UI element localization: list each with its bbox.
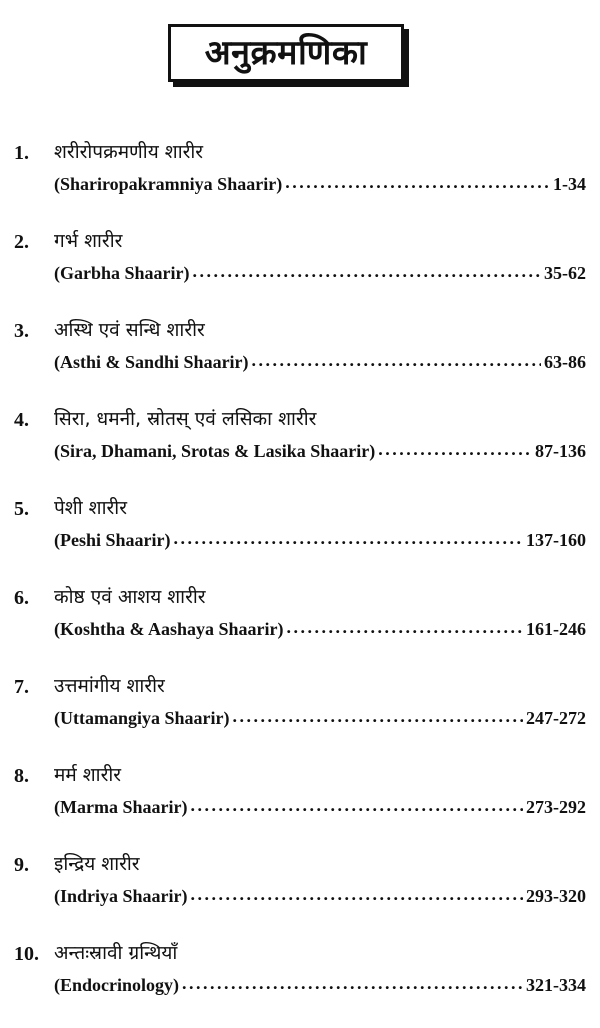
entry-hindi-title: अस्थि एवं सन्धि शारीर xyxy=(54,319,205,341)
entry-page-range: 273-292 xyxy=(526,797,586,817)
entry-number: 8. xyxy=(14,765,29,787)
toc-entry xyxy=(0,583,600,672)
toc-entry xyxy=(0,761,600,850)
entry-page-range: 161-246 xyxy=(526,619,586,639)
dot-leader xyxy=(190,795,523,816)
dot-leader xyxy=(252,350,541,371)
entry-page-range: 87-136 xyxy=(535,441,586,461)
toc-entry xyxy=(0,227,600,316)
entry-english-line xyxy=(54,708,586,729)
entry-english-line xyxy=(54,886,586,907)
toc-entry xyxy=(0,850,600,939)
page-title: अनुक्रमणिका xyxy=(204,33,368,73)
entry-page-range: 293-320 xyxy=(526,886,586,906)
entry-english-line xyxy=(54,797,586,818)
entry-hindi-title: पेशी शारीर xyxy=(54,497,127,519)
entry-english-title: (Uttamangiya Shaarir) xyxy=(54,708,230,728)
toc-entry xyxy=(0,939,600,1028)
entry-hindi-title: कोष्ठ एवं आशय शारीर xyxy=(54,586,206,608)
title-box xyxy=(168,24,404,82)
dot-leader xyxy=(378,439,532,460)
entry-page-range: 63-86 xyxy=(544,352,586,372)
entry-page-range: 35-62 xyxy=(544,263,586,283)
entry-hindi-title: शरीरोपक्रमणीय शारीर xyxy=(54,141,204,163)
entry-hindi-title: सिरा, धमनी, स्रोतस् एवं लसिका शारीर xyxy=(54,408,317,430)
dot-leader xyxy=(232,706,523,727)
entry-page-range: 137-160 xyxy=(526,530,586,550)
toc-entry xyxy=(0,138,600,227)
entry-hindi-title: गर्भ शारीर xyxy=(54,230,123,252)
entry-english-line xyxy=(54,352,586,373)
dot-leader xyxy=(182,973,523,994)
toc-list xyxy=(0,138,600,1028)
entry-number: 9. xyxy=(14,854,29,876)
entry-english-title: (Peshi Shaarir) xyxy=(54,530,171,550)
dot-leader xyxy=(285,172,550,193)
entry-number: 3. xyxy=(14,320,29,342)
dot-leader xyxy=(193,261,541,282)
entry-english-line xyxy=(54,263,586,284)
entry-english-line xyxy=(54,619,586,640)
dot-leader xyxy=(174,528,524,549)
entry-number: 10. xyxy=(14,943,39,965)
entry-english-line xyxy=(54,975,586,996)
entry-english-line xyxy=(54,530,586,551)
toc-entry xyxy=(0,405,600,494)
entry-english-title: (Sira, Dhamani, Srotas & Lasika Shaarir) xyxy=(54,441,376,461)
entry-hindi-title: मर्म शारीर xyxy=(54,764,122,786)
toc-entry xyxy=(0,672,600,761)
entry-number: 5. xyxy=(14,498,29,520)
entry-english-title: (Garbha Shaarir) xyxy=(54,263,190,283)
toc-entry xyxy=(0,494,600,583)
entry-english-title: (Indriya Shaarir) xyxy=(54,886,188,906)
entry-hindi-title: उत्तमांगीय शारीर xyxy=(54,675,165,697)
entry-number: 6. xyxy=(14,587,29,609)
entry-english-title: (Shariropakramniya Shaarir) xyxy=(54,174,283,194)
dot-leader xyxy=(191,884,523,905)
entry-english-title: (Asthi & Sandhi Shaarir) xyxy=(54,352,249,372)
entry-english-title: (Marma Shaarir) xyxy=(54,797,188,817)
entry-english-line xyxy=(54,441,586,462)
entry-number: 4. xyxy=(14,409,29,431)
entry-page-range: 247-272 xyxy=(526,708,586,728)
entry-hindi-title: अन्तःस्रावी ग्रन्थियाँ xyxy=(54,942,178,964)
toc-entry xyxy=(0,316,600,405)
entry-english-title: (Endocrinology) xyxy=(54,975,180,995)
entry-number: 7. xyxy=(14,676,29,698)
entry-hindi-title: इन्द्रिय शारीर xyxy=(54,853,140,875)
entry-number: 2. xyxy=(14,231,29,253)
entry-english-title: (Koshtha & Aashaya Shaarir) xyxy=(54,619,284,639)
entry-page-range: 321-334 xyxy=(526,975,586,995)
entry-number: 1. xyxy=(14,142,29,164)
dot-leader xyxy=(287,617,523,638)
entry-english-line xyxy=(54,174,586,195)
entry-page-range: 1-34 xyxy=(553,174,586,194)
